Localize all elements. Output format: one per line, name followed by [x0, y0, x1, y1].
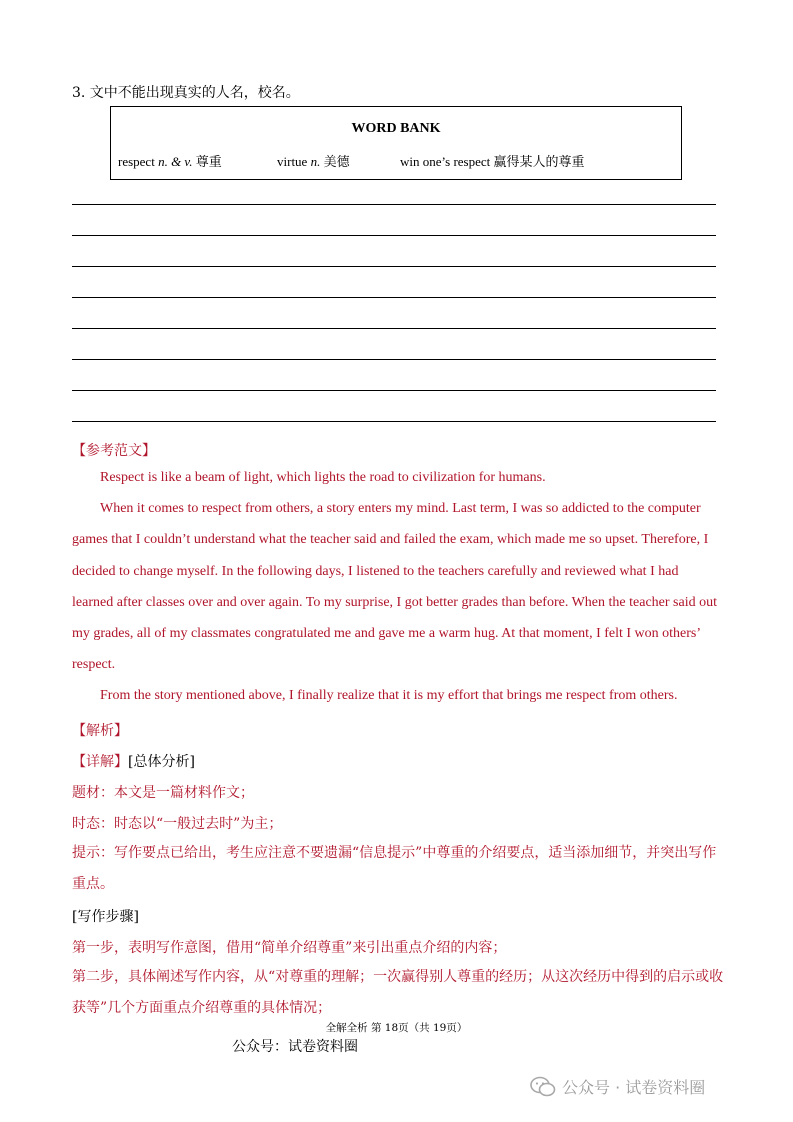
sample-essay — [72, 462, 722, 712]
writing-line — [72, 359, 716, 360]
steps-label: [写作步骤] — [72, 909, 139, 925]
page-footer: 全解全析 第 18页（共 19页） — [325, 1022, 468, 1034]
watermark-text: 公众号 · 试卷资料圈 — [562, 1078, 706, 1097]
sample-heading: 【参考范文】 — [72, 443, 156, 459]
essay-paragraph: When it comes to respect from others, a story enters my mind. Last term, I was so addicted to the computer games that I couldn’t understand what the teacher said and failed the exam, which made me so upset. Therefore, I decided to change myself. In the following days, I listened to the teachers carefully and reviewed what I had learned after classes over and over again. To my surprise, I got better grades than before. When the teacher said out my grades, all of my classmates congratulated me and gave me a warm hug. At that moment, I felt I won others’ respect. — [72, 501, 717, 673]
step-2: 第二步，具体阐述写作内容，从“对尊重的理解；一次赢得别人尊重的经历；从这次经历中得到的启示或收获等”几个方面重点介绍尊重的具体情况； — [72, 969, 724, 1016]
analysis-hint: 提示：写作要点已给出，考生应注意不要遗漏“信息提示”中尊重的介绍要点，适当添加细节，并突出写作重点。 — [72, 845, 717, 892]
watermark — [530, 1075, 705, 1098]
writing-line — [72, 390, 716, 391]
detail-heading-line: 【详解】[总体分析] — [72, 754, 195, 770]
word-bank-title: WORD BANK — [351, 121, 441, 136]
word-bank-box — [110, 106, 682, 180]
writing-line — [72, 328, 716, 329]
word-bank-item: win one’s respect 赢得某人的尊重 — [400, 154, 585, 169]
requirement-3: 3. 文中不能出现真实的人名，校名。 — [72, 85, 300, 101]
writing-line — [72, 421, 716, 422]
public-account-label: 公众号：试卷资料圈 — [232, 1039, 358, 1055]
writing-line — [72, 266, 716, 267]
word-bank-item: virtue n. 美德 — [277, 154, 350, 169]
essay-paragraph: Respect is like a beam of light, which lights the road to civilization for humans. — [100, 470, 546, 485]
word-bank-item: respect n. & v. 尊重 — [118, 154, 222, 169]
step-1: 第一步，表明写作意图，借用“简单介绍尊重”来引出重点介绍的内容； — [72, 940, 507, 956]
writing-line — [72, 235, 716, 236]
essay-paragraph: From the story mentioned above, I finally realize that it is my effort that brings me respect from others. — [100, 688, 678, 704]
analysis-topic: 题材：本文是一篇材料作文； — [72, 785, 254, 801]
analysis-heading: 【解析】 — [72, 723, 128, 739]
wechat-icon — [530, 1076, 556, 1098]
analysis-tense: 时态：时态以“一般过去时”为主； — [72, 816, 283, 832]
writing-line — [72, 297, 716, 298]
writing-line — [72, 204, 716, 205]
